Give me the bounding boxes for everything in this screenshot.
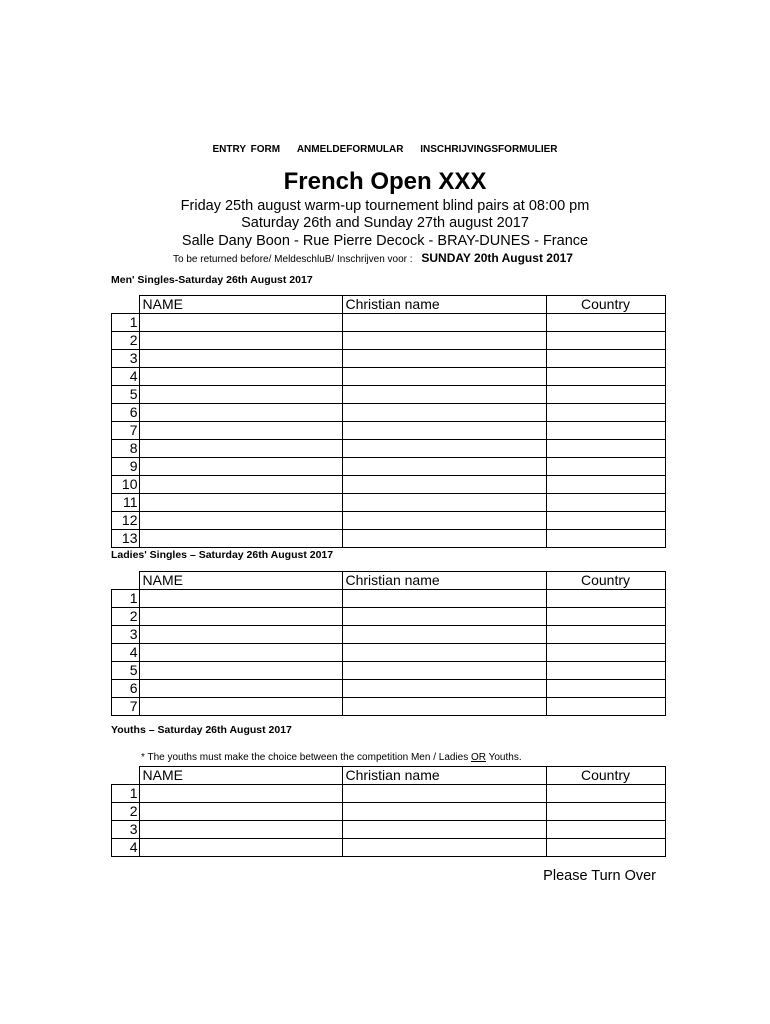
christian-name-cell[interactable] bbox=[342, 839, 546, 857]
youths-title: Youths – Saturday 26th August 2017 bbox=[111, 724, 292, 736]
table-row bbox=[112, 332, 666, 350]
christian-name-cell[interactable] bbox=[342, 803, 546, 821]
name-cell[interactable] bbox=[139, 590, 342, 608]
row-number: 4 bbox=[112, 644, 140, 662]
table-header-row bbox=[112, 296, 666, 314]
country-cell[interactable] bbox=[546, 494, 665, 512]
row-number: 3 bbox=[112, 821, 140, 839]
ladies-singles-title: Ladies' Singles – Saturday 26th August 2017 bbox=[111, 549, 334, 561]
table-row bbox=[112, 458, 666, 476]
country-cell[interactable] bbox=[546, 476, 665, 494]
row-number: 8 bbox=[112, 440, 140, 458]
christian-name-cell[interactable] bbox=[342, 530, 546, 548]
row-number-header bbox=[112, 572, 140, 590]
christian-name-cell[interactable] bbox=[342, 314, 546, 332]
country-cell[interactable] bbox=[546, 590, 665, 608]
christian-name-cell[interactable] bbox=[342, 785, 546, 803]
christian-name-cell[interactable] bbox=[342, 368, 546, 386]
country-cell[interactable] bbox=[546, 458, 665, 476]
country-cell[interactable] bbox=[546, 626, 665, 644]
christian-name-cell[interactable] bbox=[342, 440, 546, 458]
country-cell[interactable] bbox=[546, 662, 665, 680]
table-row bbox=[112, 821, 666, 839]
name-cell[interactable] bbox=[139, 821, 342, 839]
table-row bbox=[112, 386, 666, 404]
name-cell[interactable] bbox=[139, 314, 342, 332]
table-header-row bbox=[112, 767, 666, 785]
name-cell[interactable] bbox=[139, 422, 342, 440]
row-number: 6 bbox=[112, 404, 140, 422]
christian-name-cell[interactable] bbox=[342, 476, 546, 494]
country-cell[interactable] bbox=[546, 821, 665, 839]
table-row bbox=[112, 803, 666, 821]
christian-name-cell[interactable] bbox=[342, 821, 546, 839]
row-number: 3 bbox=[112, 350, 140, 368]
country-cell[interactable] bbox=[546, 698, 665, 716]
name-cell[interactable] bbox=[139, 662, 342, 680]
name-column-header: NAME bbox=[139, 296, 342, 314]
page-title: French Open XXX bbox=[283, 168, 487, 195]
name-cell[interactable] bbox=[139, 476, 342, 494]
country-cell[interactable] bbox=[546, 512, 665, 530]
christian-name-column-header: Christian name bbox=[342, 296, 546, 314]
table-row bbox=[112, 662, 666, 680]
row-number: 2 bbox=[112, 332, 140, 350]
name-cell[interactable] bbox=[139, 332, 342, 350]
inschrijvingsformulier-label: INSCHRIJVINGSFORMULIER bbox=[420, 144, 558, 155]
event-line-3: Salle Dany Boon - Rue Pierre Decock - BRAY-DUNES - France bbox=[181, 233, 589, 249]
christian-name-cell[interactable] bbox=[342, 662, 546, 680]
country-cell[interactable] bbox=[546, 350, 665, 368]
christian-name-cell[interactable] bbox=[342, 590, 546, 608]
please-turn-over: Please Turn Over bbox=[543, 868, 656, 884]
youths-note bbox=[141, 752, 522, 763]
row-number: 1 bbox=[112, 785, 140, 803]
country-cell[interactable] bbox=[546, 680, 665, 698]
christian-name-cell[interactable] bbox=[342, 458, 546, 476]
name-cell[interactable] bbox=[139, 680, 342, 698]
country-cell[interactable] bbox=[546, 368, 665, 386]
name-cell[interactable] bbox=[139, 626, 342, 644]
country-cell[interactable] bbox=[546, 644, 665, 662]
youths-note-or: OR bbox=[471, 752, 486, 763]
name-cell[interactable] bbox=[139, 512, 342, 530]
country-column-header: Country bbox=[546, 572, 665, 590]
table-row bbox=[112, 590, 666, 608]
name-cell[interactable] bbox=[139, 440, 342, 458]
row-number: 1 bbox=[112, 314, 140, 332]
christian-name-cell[interactable] bbox=[342, 350, 546, 368]
name-cell[interactable] bbox=[139, 608, 342, 626]
row-number: 4 bbox=[112, 839, 140, 857]
table-row bbox=[112, 440, 666, 458]
table-row bbox=[112, 494, 666, 512]
name-cell[interactable] bbox=[139, 644, 342, 662]
row-number: 1 bbox=[112, 590, 140, 608]
row-number: 7 bbox=[112, 422, 140, 440]
country-column-header: Country bbox=[546, 296, 665, 314]
christian-name-cell[interactable] bbox=[342, 698, 546, 716]
name-cell[interactable] bbox=[139, 494, 342, 512]
table-row bbox=[112, 422, 666, 440]
christian-name-cell[interactable] bbox=[342, 332, 546, 350]
name-column-header: NAME bbox=[139, 767, 342, 785]
country-cell[interactable] bbox=[546, 839, 665, 857]
country-cell[interactable] bbox=[546, 608, 665, 626]
row-number: 7 bbox=[112, 698, 140, 716]
anmeldeformular-label: ANMELDEFORMULAR bbox=[296, 144, 404, 155]
country-cell[interactable] bbox=[546, 314, 665, 332]
country-cell[interactable] bbox=[546, 422, 665, 440]
name-column-header: NAME bbox=[139, 572, 342, 590]
table-row bbox=[112, 476, 666, 494]
country-cell[interactable] bbox=[546, 785, 665, 803]
christian-name-column-header: Christian name bbox=[342, 767, 546, 785]
christian-name-cell[interactable] bbox=[342, 644, 546, 662]
table-row bbox=[112, 608, 666, 626]
country-cell[interactable] bbox=[546, 530, 665, 548]
return-text: To be returned before/ MeldeschluB/ Inschrijven voor : bbox=[173, 254, 413, 265]
table-row bbox=[112, 404, 666, 422]
row-number: 9 bbox=[112, 458, 140, 476]
country-cell[interactable] bbox=[546, 404, 665, 422]
table-row bbox=[112, 698, 666, 716]
christian-name-cell[interactable] bbox=[342, 512, 546, 530]
return-date: SUNDAY 20th August 2017 bbox=[421, 251, 573, 265]
form-type-labels bbox=[0, 144, 770, 155]
name-cell[interactable] bbox=[139, 698, 342, 716]
row-number: 3 bbox=[112, 626, 140, 644]
christian-name-cell[interactable] bbox=[342, 680, 546, 698]
ladies-singles-table bbox=[111, 571, 666, 716]
table-header-row bbox=[112, 572, 666, 590]
row-number: 5 bbox=[112, 386, 140, 404]
table-row bbox=[112, 644, 666, 662]
christian-name-cell[interactable] bbox=[342, 404, 546, 422]
return-deadline bbox=[173, 251, 573, 265]
country-cell[interactable] bbox=[546, 386, 665, 404]
row-number: 6 bbox=[112, 680, 140, 698]
table-row bbox=[112, 680, 666, 698]
christian-name-cell[interactable] bbox=[342, 386, 546, 404]
table-row bbox=[112, 350, 666, 368]
table-row bbox=[112, 512, 666, 530]
youths-note-text-end: Youths. bbox=[486, 752, 522, 763]
row-number: 12 bbox=[112, 512, 140, 530]
name-cell[interactable] bbox=[139, 530, 342, 548]
christian-name-cell[interactable] bbox=[342, 422, 546, 440]
row-number: 5 bbox=[112, 662, 140, 680]
christian-name-cell[interactable] bbox=[342, 608, 546, 626]
event-line-1: Friday 25th august warm-up tournement blind pairs at 08:00 pm bbox=[180, 198, 590, 214]
christian-name-cell[interactable] bbox=[342, 626, 546, 644]
table-row bbox=[112, 368, 666, 386]
name-cell[interactable] bbox=[139, 785, 342, 803]
table-row bbox=[112, 839, 666, 857]
men-singles-table bbox=[111, 295, 666, 548]
country-cell[interactable] bbox=[546, 803, 665, 821]
row-number-header bbox=[112, 767, 140, 785]
row-number: 2 bbox=[112, 803, 140, 821]
christian-name-column-header: Christian name bbox=[342, 572, 546, 590]
youths-table bbox=[111, 766, 666, 857]
country-cell[interactable] bbox=[546, 440, 665, 458]
event-line-2: Saturday 26th and Sunday 27th august 2017 bbox=[241, 215, 529, 231]
name-cell[interactable] bbox=[139, 404, 342, 422]
christian-name-cell[interactable] bbox=[342, 494, 546, 512]
table-row bbox=[112, 530, 666, 548]
row-number: 4 bbox=[112, 368, 140, 386]
table-row bbox=[112, 785, 666, 803]
country-cell[interactable] bbox=[546, 332, 665, 350]
youths-note-text-start: * The youths must make the choice between the competition Men / Ladies bbox=[141, 752, 471, 763]
row-number: 2 bbox=[112, 608, 140, 626]
name-cell[interactable] bbox=[139, 458, 342, 476]
row-number-header bbox=[112, 296, 140, 314]
table-row bbox=[112, 626, 666, 644]
country-column-header: Country bbox=[546, 767, 665, 785]
table-row bbox=[112, 314, 666, 332]
men-singles-title: Men' Singles-Saturday 26th August 2017 bbox=[111, 274, 313, 286]
name-cell[interactable] bbox=[139, 350, 342, 368]
name-cell[interactable] bbox=[139, 386, 342, 404]
name-cell[interactable] bbox=[139, 803, 342, 821]
name-cell[interactable] bbox=[139, 368, 342, 386]
row-number: 11 bbox=[112, 494, 140, 512]
row-number: 10 bbox=[112, 476, 140, 494]
row-number: 13 bbox=[112, 530, 140, 548]
entry-form-label: ENTRY FORM bbox=[212, 144, 281, 155]
name-cell[interactable] bbox=[139, 839, 342, 857]
